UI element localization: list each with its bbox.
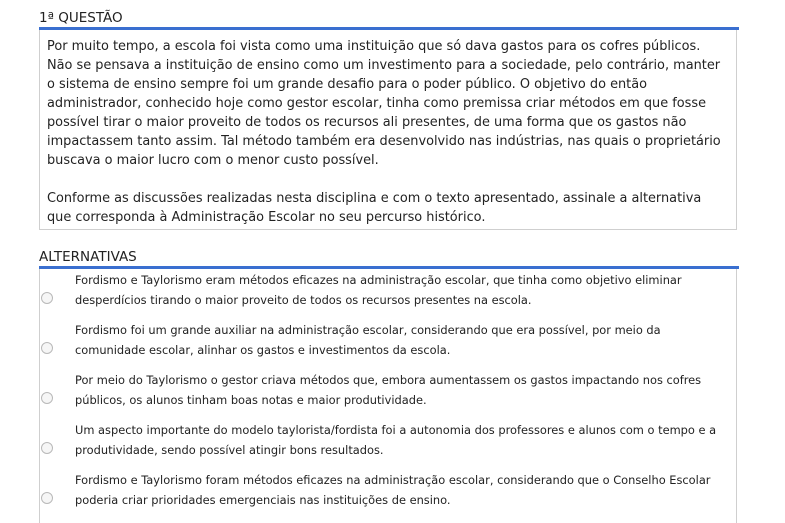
alternative-text: Fordismo e Taylorismo eram métodos eficazes na administração escolar, que tinha como objetivo eliminar desperdícios tirando o maior proveito de todos os recursos presentes na escola. — [75, 273, 682, 307]
radio-button[interactable] — [41, 392, 53, 404]
alternative-option-1[interactable] — [39, 270, 737, 316]
question-paragraph-2: Conforme as discussões realizadas nesta disciplina e com o texto apresentado, assinale a alternativa que corresponda à Administração Escolar no seu percurso histórico. — [47, 191, 702, 225]
radio-button[interactable] — [41, 492, 53, 504]
alternative-text: Fordismo e Taylorismo foram métodos eficazes na administração escolar, considerando que o Conselho Escolar poderia criar prioridades emergenciais nas instituições de ensino. — [75, 473, 711, 507]
question-paragraph-1: Por muito tempo, a escola foi vista como uma instituição que só dava gastos para os cofres públicos. Não se pensava a instituição de ensino como um investimento para a sociedade, pelo contrário, manter o sistema de ensino sempre foi um grande desafio para o poder público. O objetivo do então administrador, conhecido hoje como gestor escolar, tinha como premissa criar métodos em que fosse possível tirar o maior proveito de todos os recursos ali presentes, de uma forma que os gastos não impactassem tanto assim. Tal método também era desenvolvido nas indústrias, nas quais o proprietário buscava o maior lucro com o menor custo possível. — [47, 39, 721, 168]
radio-button[interactable] — [41, 442, 53, 454]
alternative-text: Fordismo foi um grande auxiliar na administração escolar, considerando que era possível, por meio da comunidade escolar, alinhar os gastos e investimentos da escola. — [75, 323, 661, 357]
alternative-option-2[interactable] — [39, 320, 737, 366]
radio-button[interactable] — [41, 292, 53, 304]
alternative-option-3[interactable] — [39, 370, 737, 416]
question-heading: 1ª QUESTÃO — [39, 10, 123, 26]
alternative-option-4[interactable] — [39, 420, 737, 466]
alternative-text: Um aspecto importante do modelo taylorista/fordista foi a autonomia dos professores e alunos com o tempo e a produtividade, sendo possível atingir bons resultados. — [75, 423, 717, 457]
alternative-option-5[interactable] — [39, 470, 737, 516]
radio-button[interactable] — [41, 342, 53, 354]
question-statement — [47, 37, 727, 227]
alternative-text: Por meio do Taylorismo o gestor criava métodos que, embora aumentassem os gastos impactando nos cofres públicos, os alunos tinham boas notas e maior produtividade. — [75, 373, 702, 407]
alternatives-heading: ALTERNATIVAS — [39, 249, 137, 265]
